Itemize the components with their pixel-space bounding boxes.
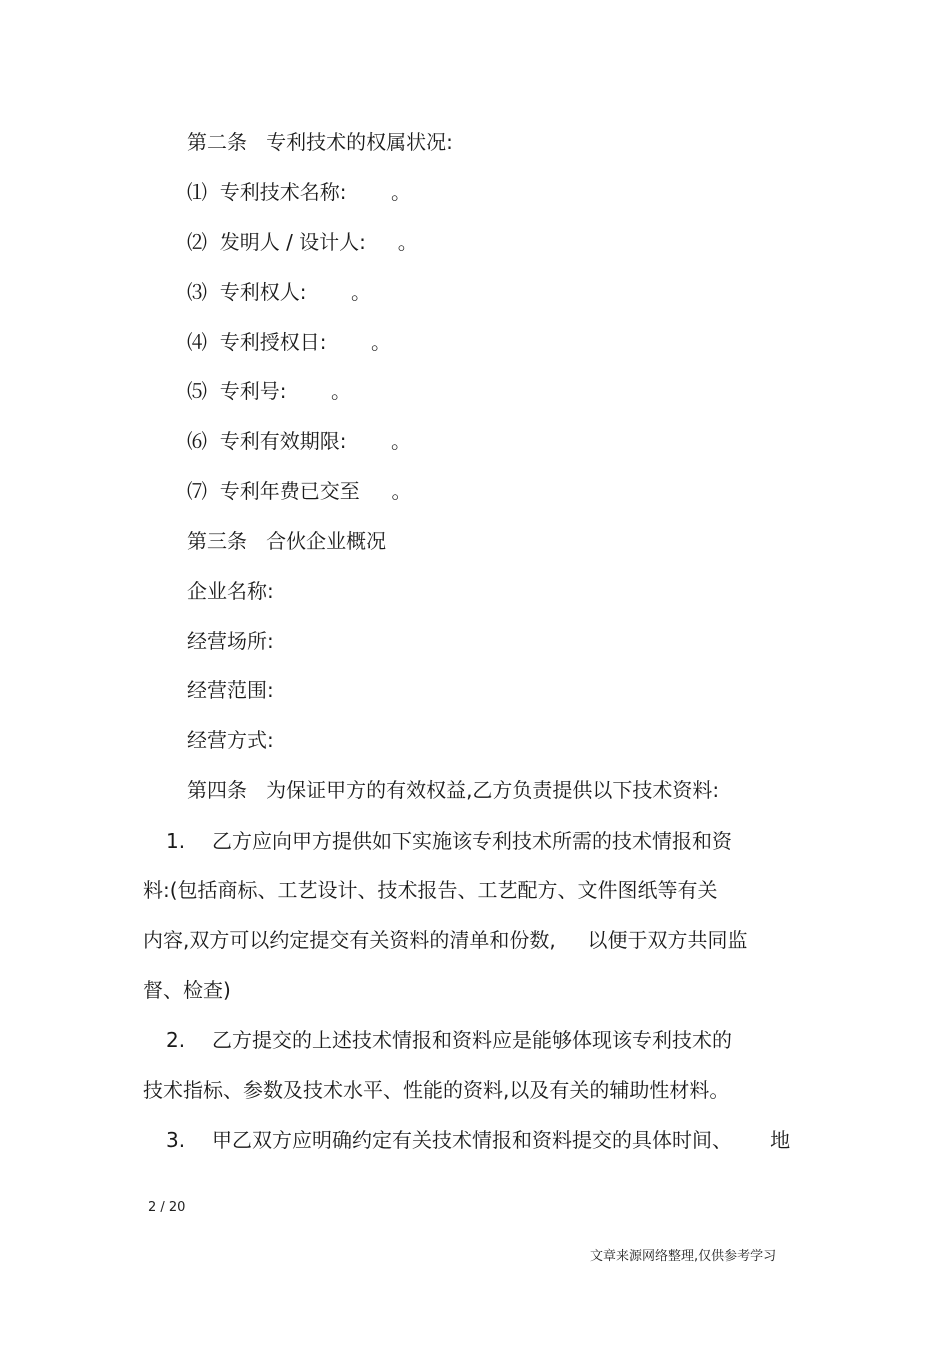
clause-2-first-line: 乙方提交的上述技术情报和资料应是能够体现该专利技术的 (212, 1028, 732, 1052)
article3-heading: 第三条 合伙企业概况 (187, 529, 387, 553)
article3-field-scope: 经营范围: (187, 678, 274, 702)
clause-2-number: 2. (166, 1028, 186, 1052)
source-note: 文章来源网络整理,仅供参考学习 (590, 1249, 777, 1264)
article2-item-3: ⑶ 专利权人: 。 (187, 280, 371, 304)
clause-3-first-line: 甲乙双方应明确约定有关技术情报和资料提交的具体时间、 地 (212, 1128, 791, 1152)
clause-1-number: 1. (166, 829, 186, 853)
article2-item-6: ⑹ 专利有效期限: 。 (187, 429, 411, 453)
article2-item-4: ⑷ 专利授权日: 。 (187, 330, 391, 354)
page-number: 2 / 20 (148, 1200, 186, 1215)
clause-1-line-4: 督、检查) (143, 978, 231, 1002)
article2-heading: 第二条 专利技术的权属状况: (187, 130, 453, 154)
article2-item-1: ⑴ 专利技术名称: 。 (187, 180, 411, 204)
article4-heading: 第四条 为保证甲方的有效权益,乙方负责提供以下技术资料: (187, 778, 720, 802)
article2-item-5: ⑸ 专利号: 。 (187, 379, 351, 403)
clause-1-line-2: 料:(包括商标、工艺设计、技术报告、工艺配方、文件图纸等有关 (143, 878, 718, 902)
article3-field-location: 经营场所: (187, 629, 274, 653)
article2-item-2: ⑵ 发明人 / 设计人: 。 (187, 230, 418, 254)
article2-item-7: ⑺ 专利年费已交至 。 (187, 479, 412, 503)
clause-1-line-3: 内容,双方可以约定提交有关资料的清单和份数, 以便于双方共同监 (143, 928, 748, 952)
article3-field-mode: 经营方式: (187, 728, 274, 752)
clause-1-first-line: 乙方应向甲方提供如下实施该专利技术所需的技术情报和资 (212, 829, 732, 853)
clause-3-number: 3. (166, 1128, 186, 1152)
clause-2-line-2: 技术指标、参数及技术水平、性能的资料,以及有关的辅助性材料。 (143, 1078, 730, 1102)
article3-field-name: 企业名称: (187, 579, 274, 603)
